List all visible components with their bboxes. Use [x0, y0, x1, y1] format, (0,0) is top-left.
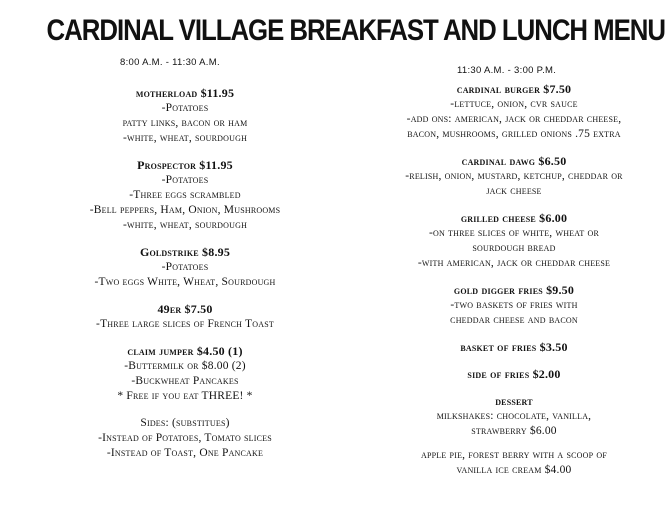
item-detail: -Potatoes	[161, 102, 209, 114]
item-detail: * Free if you eat THREE! *	[117, 390, 253, 402]
menu-item-basket-of-fries	[368, 340, 660, 355]
item-heading: 49er $7.50	[157, 302, 213, 316]
item-detail: -Buckwheat Pancakes	[131, 375, 239, 387]
item-heading: claim jumper $4.50 (1)	[127, 344, 243, 358]
item-heading: side of fries $2.00	[467, 367, 561, 381]
item-heading: Goldstrike $8.95	[139, 245, 231, 259]
breakfast-hours: 8:00 A.M. - 11:30 A.M.	[120, 57, 220, 68]
menu-item-prospector	[40, 158, 330, 233]
item-detail: -Three eggs scrambled	[129, 189, 241, 201]
item-heading: Prospector $11.95	[137, 158, 233, 172]
item-detail: -two baskets of fries with	[450, 299, 578, 311]
item-heading: motherload $11.95	[135, 86, 235, 100]
item-heading: gold digger fries $9.50	[453, 283, 575, 297]
lunch-column	[368, 82, 660, 478]
menu-item-49er	[40, 302, 330, 332]
menu-item-cardinal-burger	[368, 82, 660, 142]
item-heading: grilled cheese $6.00	[460, 211, 568, 225]
item-heading: Sides: (substitues)	[140, 417, 230, 429]
item-detail: milkshakes: chocolate, vanilla,	[436, 410, 592, 422]
item-detail: -white, wheat, sourdough	[122, 132, 248, 144]
item-detail: -Bell peppers, Ham, Onion, Mushrooms	[89, 204, 281, 216]
item-detail: -lettuce, onion, cvr sauce	[450, 98, 578, 110]
menu-item-claim-jumper	[40, 344, 330, 404]
menu-item-grilled-cheese	[368, 211, 660, 271]
item-detail: cheddar cheese and bacon	[450, 314, 578, 326]
item-detail: -Two eggs White, Wheat, Sourdough	[94, 276, 276, 288]
item-detail: jack cheese	[486, 185, 542, 197]
menu-item-gold-digger-fries	[368, 283, 660, 328]
item-detail: -white, wheat, sourdough	[122, 219, 248, 231]
item-detail: -Instead of Potatoes, Tomato slices	[98, 432, 272, 444]
item-detail: bacon, mushrooms, grilled onions .75 extra	[407, 128, 621, 140]
menu-item-motherload	[40, 86, 330, 146]
item-detail: -Potatoes	[161, 174, 209, 186]
item-detail: strawberry $6.00	[471, 425, 557, 437]
item-detail: -with american, jack or cheddar cheese	[417, 257, 611, 269]
item-heading: cardinal burger $7.50	[456, 82, 572, 96]
menu-item-side-of-fries	[368, 367, 660, 382]
item-heading: cardinal dawg $6.50	[461, 154, 567, 168]
item-detail: vanilla ice cream $4.00	[456, 464, 572, 476]
breakfast-column	[40, 86, 330, 461]
menu-item-goldstrike	[40, 245, 330, 290]
menu-title: CARDINAL VILLAGE BREAKFAST AND LUNCH MENU	[46, 14, 665, 47]
menu-item-sides	[40, 416, 330, 461]
item-heading: dessert	[495, 394, 533, 408]
item-detail: -Potatoes	[161, 261, 209, 273]
item-detail: sourdough bread	[472, 242, 556, 254]
item-detail: -on three slices of white, wheat or	[428, 227, 600, 239]
lunch-hours: 11:30 A.M. - 3:00 P.M.	[457, 65, 557, 76]
item-heading: basket of fries $3.50	[460, 340, 568, 354]
item-detail: patty links, bacon or ham	[122, 117, 248, 129]
item-detail: -Buttermilk or $8.00 (2)	[124, 360, 246, 372]
item-detail: -Instead of Toast, One Pancake	[106, 447, 264, 459]
item-detail: -Three large slices of French Toast	[96, 318, 274, 330]
item-detail: -add ons: american, jack or cheddar cheese,	[406, 113, 622, 125]
menu-item-cardinal-dawg	[368, 154, 660, 199]
item-detail: -relish, onion, mustard, ketchup, cheddar or	[405, 170, 623, 182]
item-detail: apple pie, forest berry with a scoop of	[421, 449, 607, 461]
menu-item-dessert	[368, 394, 660, 478]
